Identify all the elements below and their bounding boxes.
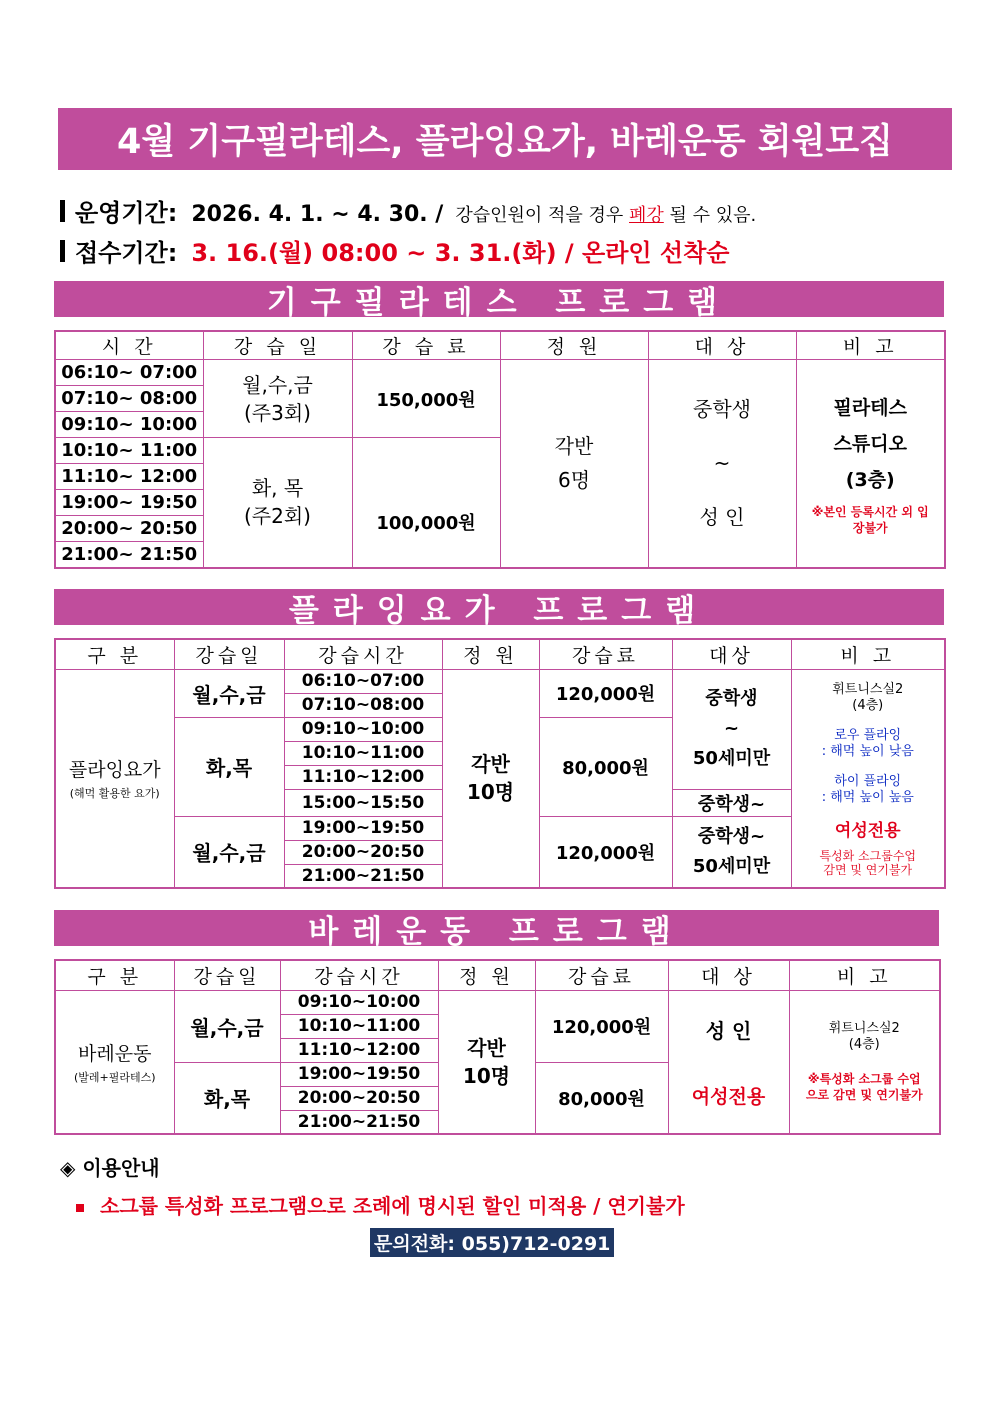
- category-label: 플라잉요가: [68, 759, 161, 782]
- time-cell: 21:00~ 21:50: [55, 542, 203, 568]
- header-time: 강습시간: [284, 639, 442, 669]
- category-label: 바레운동: [78, 1042, 152, 1065]
- time-cell: 10:10~ 11:00: [55, 438, 203, 464]
- header-target: 대상: [672, 639, 791, 669]
- note-cell: [789, 990, 940, 1134]
- time-cell: 21:00~21:50: [280, 1110, 438, 1134]
- target-from: 중학생: [705, 688, 758, 709]
- period-note-post: 될 수 있음.: [669, 205, 757, 226]
- fee-cell: 100,000원: [352, 438, 500, 568]
- time-cell: 07:10~08:00: [284, 693, 442, 717]
- header-category: 구 분: [55, 960, 174, 990]
- period-note-pre: 강습인원이 적을 경우: [455, 205, 624, 226]
- header-time: 강습시간: [280, 960, 438, 990]
- time-cell: 09:10~ 10:00: [55, 412, 203, 438]
- header-fee: 강 습 료: [352, 331, 500, 360]
- target-from: 중학생: [693, 397, 751, 422]
- target-tilde: ~: [723, 718, 740, 739]
- days-cell: 월,수,금: [174, 669, 284, 717]
- note-no-discount: 감면 및 연기불가: [823, 862, 913, 877]
- days-cell: 월,수,금: [174, 990, 280, 1062]
- capacity-cell: [442, 669, 539, 888]
- target-from: 중학생~: [697, 825, 766, 847]
- bullet-bar: [60, 240, 65, 262]
- yoga-table: [54, 638, 946, 889]
- period-value: 2026. 4. 1. ~ 4. 30. /: [191, 202, 444, 227]
- usage-notice: [76, 1190, 685, 1219]
- table-header-row: [55, 639, 945, 669]
- note-cell: [796, 360, 945, 568]
- header-fee: 강습료: [539, 639, 672, 669]
- table-header-row: [55, 960, 940, 990]
- target-cell: [672, 816, 791, 888]
- usage-title: ◈ 이용안내: [60, 1156, 160, 1180]
- note-studio-2: 스튜디오: [833, 433, 907, 456]
- days-cell: 월,수,금: [174, 816, 284, 888]
- barre-table: [54, 959, 941, 1135]
- note-women-only: 여성전용: [834, 820, 901, 841]
- registration-label: 접수기간:: [75, 239, 178, 267]
- fee-cell: 120,000원: [539, 669, 672, 717]
- header-fee: 강습료: [535, 960, 668, 990]
- category-sub: (해먹 활용한 요가): [69, 787, 160, 801]
- note-small-group: 특성화 소그룹수업: [819, 848, 917, 863]
- time-cell: 11:10~ 12:00: [55, 464, 203, 490]
- time-cell: 19:00~19:50: [284, 816, 442, 840]
- target-cell: [648, 360, 796, 568]
- header-time: 시 간: [55, 331, 203, 360]
- target-women-only: 여성전용: [691, 1085, 766, 1108]
- usage-notice-text: 소그룹 특성화 프로그램으로 조례에 명시된 할인 미적용 / 연기불가: [100, 1194, 685, 1218]
- table-row: [55, 669, 945, 693]
- registration-period: [60, 233, 729, 268]
- header-days: 강습일: [174, 960, 280, 990]
- note-studio-1: 필라테스: [833, 397, 907, 420]
- days-cell: [203, 360, 352, 438]
- header-days: 강 습 일: [203, 331, 352, 360]
- period-label: 운영기간:: [75, 199, 178, 227]
- header-target: 대 상: [648, 331, 796, 360]
- period-note: [455, 201, 756, 227]
- capacity-cell: [500, 360, 648, 568]
- time-cell: 11:10~12:00: [280, 1038, 438, 1062]
- time-cell: 21:00~21:50: [284, 864, 442, 888]
- target-tilde: ~: [713, 451, 731, 476]
- days-cell: 화,목: [174, 717, 284, 816]
- days-cell: 화,목: [174, 1062, 280, 1134]
- registration-value: 3. 16.(월) 08:00 ~ 3. 31.(화) / 온라인 선착순: [191, 239, 730, 267]
- header-note: 비 고: [789, 960, 940, 990]
- note-entry-warning: ※본인 등록시간 외 입장불가: [811, 505, 929, 536]
- note-floor: (4층): [852, 697, 884, 713]
- days-count: (주3회): [244, 400, 311, 425]
- header-capacity: 정 원: [442, 639, 539, 669]
- capacity-value: 6명: [557, 468, 591, 493]
- pilates-heading: 기구필라테스 프로그램: [54, 281, 944, 317]
- capacity-cell: [438, 990, 535, 1134]
- time-cell: 09:10~10:00: [284, 717, 442, 741]
- period-note-highlight: 폐강: [629, 205, 664, 226]
- note-low-height: : 해먹 높이 낮음: [821, 743, 914, 759]
- header-note: 비 고: [796, 331, 945, 360]
- operation-period: [60, 193, 756, 228]
- table-header-row: [55, 331, 945, 360]
- days-cell: [203, 438, 352, 568]
- capacity-label: 각반: [554, 434, 594, 459]
- header-category: 구 분: [55, 639, 174, 669]
- target-cell: [672, 669, 791, 789]
- barre-heading: 바레운동 프로그램: [54, 910, 939, 946]
- yoga-heading: 플라잉요가 프로그램: [54, 589, 944, 625]
- time-cell: 20:00~20:50: [280, 1086, 438, 1110]
- days-label: 화, 목: [251, 476, 304, 501]
- time-cell: 09:10~10:00: [280, 990, 438, 1014]
- note-high-height: : 해먹 높이 높음: [821, 789, 914, 805]
- note-room: 휘트니스실2: [828, 1020, 900, 1036]
- category-sub: (발레+필라테스): [73, 1070, 156, 1084]
- capacity-value: 10명: [466, 780, 515, 805]
- contact-phone: 문의전화: 055)712-0291: [370, 1228, 614, 1257]
- note-low-flying: 로우 플라잉: [834, 727, 902, 743]
- header-capacity: 정 원: [500, 331, 648, 360]
- fee-cell: 120,000원: [535, 990, 668, 1062]
- time-cell: 06:10~07:00: [284, 669, 442, 693]
- time-cell: 11:10~12:00: [284, 765, 442, 789]
- time-cell: 19:00~ 19:50: [55, 490, 203, 516]
- fee-cell: 150,000원: [352, 360, 500, 438]
- target-to: 50세미만: [692, 855, 771, 877]
- header-target: 대 상: [668, 960, 789, 990]
- capacity-label: 각반: [471, 752, 510, 777]
- fee-cell: 80,000원: [539, 717, 672, 816]
- note-room: 휘트니스실2: [832, 681, 904, 697]
- target-adult: 성 인: [705, 1018, 752, 1043]
- header-days: 강습일: [174, 639, 284, 669]
- page-title: 4월 기구필라테스, 플라잉요가, 바레운동 회원모집: [58, 108, 952, 170]
- bullet-square-icon: [76, 1204, 84, 1212]
- pilates-table: [54, 330, 946, 569]
- note-floor: (4층): [848, 1036, 880, 1052]
- days-label: 월,수,금: [242, 372, 313, 397]
- time-cell: 10:10~11:00: [280, 1014, 438, 1038]
- capacity-value: 10명: [462, 1063, 511, 1088]
- time-cell: 20:00~ 20:50: [55, 516, 203, 542]
- time-cell: 07:10~ 08:00: [55, 386, 203, 412]
- header-note: 비 고: [791, 639, 945, 669]
- bullet-bar: [60, 200, 65, 222]
- fee-cell: 120,000원: [539, 816, 672, 888]
- target-to: 성 인: [699, 505, 745, 530]
- fee-cell: 80,000원: [535, 1062, 668, 1134]
- time-cell: 10:10~11:00: [284, 741, 442, 765]
- time-cell: 19:00~19:50: [280, 1062, 438, 1086]
- time-cell: 15:00~15:50: [284, 789, 442, 816]
- target-to: 50세미만: [692, 748, 771, 769]
- capacity-label: 각반: [467, 1035, 506, 1060]
- target-cell: 중학생~: [672, 789, 791, 816]
- note-cell: [791, 669, 945, 888]
- note-high-flying: 하이 플라잉: [834, 773, 902, 789]
- category-cell: [55, 669, 174, 888]
- note-small-group: ※특성화 소그룹 수업으로 감면 및 연기불가: [805, 1071, 923, 1102]
- table-row: [55, 360, 945, 386]
- days-count: (주2회): [244, 504, 311, 529]
- time-cell: 20:00~20:50: [284, 840, 442, 864]
- time-cell: 06:10~ 07:00: [55, 360, 203, 386]
- header-capacity: 정 원: [438, 960, 535, 990]
- category-cell: [55, 990, 174, 1134]
- note-floor: (3층): [845, 469, 895, 492]
- table-row: [55, 990, 940, 1014]
- target-cell: [668, 990, 789, 1134]
